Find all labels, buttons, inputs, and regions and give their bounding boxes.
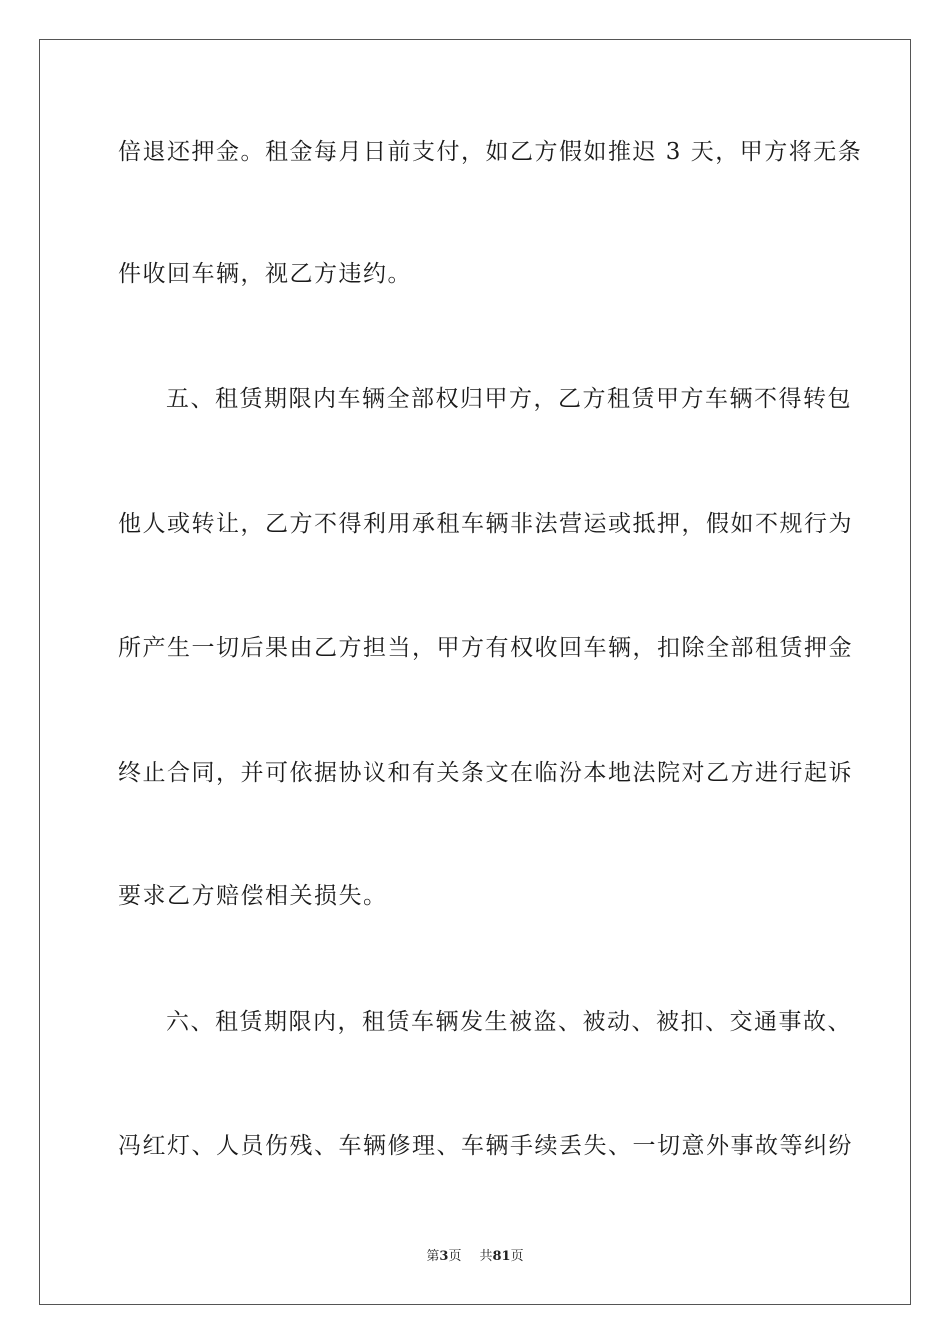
body-line-7: 要求乙方赔偿相关损失。	[118, 883, 388, 909]
page-prefix: 第	[426, 1249, 440, 1264]
current-page-number: 3	[439, 1249, 449, 1264]
body-line-3: 五、租赁期限内车辆全部权归甲方，乙方租赁甲方车辆不得转包	[166, 386, 852, 412]
body-line-2: 件收回车辆，视乙方违约。	[118, 261, 412, 287]
total-pages-number: 81	[492, 1249, 511, 1264]
total-prefix: 共	[479, 1249, 493, 1264]
page-border	[39, 39, 911, 1305]
page-footer	[0, 1249, 950, 1265]
body-line-8: 六、租赁期限内，租赁车辆发生被盗、被动、被扣、交通事故、	[166, 1009, 852, 1035]
body-line-1: 倍退还押金。租金每月日前支付，如乙方假如推迟 3 天，甲方将无条	[118, 139, 863, 165]
page-suffix: 页	[448, 1249, 462, 1264]
body-line-4: 他人或转让，乙方不得利用承租车辆非法营运或抵押，假如不规行为	[118, 511, 853, 537]
body-line-6: 终止合同，并可依据协议和有关条文在临汾本地法院对乙方进行起诉	[118, 760, 853, 786]
body-line-5: 所产生一切后果由乙方担当，甲方有权收回车辆，扣除全部租赁押金	[118, 635, 853, 661]
body-line-9: 冯红灯、人员伤残、车辆修理、车辆手续丢失、一切意外事故等纠纷	[118, 1133, 853, 1159]
total-suffix: 页	[510, 1249, 524, 1264]
